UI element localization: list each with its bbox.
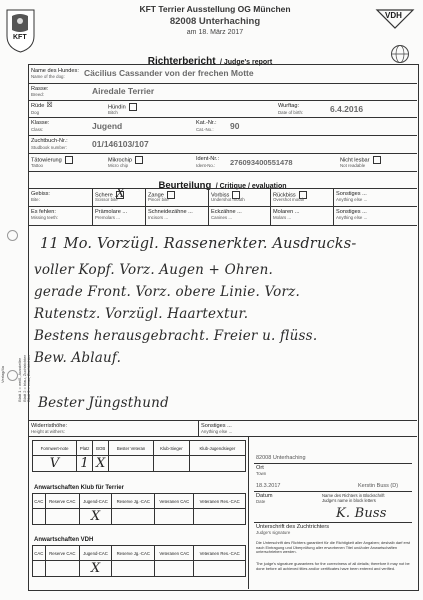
- male-checkbox[interactable]: ☒: [46, 102, 53, 109]
- class-value: Jugend: [92, 121, 123, 131]
- missing-label: Es fehlen:: [31, 209, 56, 215]
- missing-other-label: Sonstiges ...: [336, 209, 367, 215]
- vdh-cacs-header: CAC: [33, 546, 46, 561]
- vdh-cacs-value[interactable]: [155, 561, 194, 577]
- ident-sub: Ident-No.:: [196, 163, 216, 168]
- kft-logo: [4, 6, 37, 54]
- birth-label: Wurftag:: [278, 103, 300, 109]
- grading-value-formwert[interactable]: V: [33, 456, 77, 472]
- studbook-value: 01/146103/107: [92, 139, 149, 149]
- catno-sub: Cat.-No.:: [196, 127, 214, 132]
- height-other-label: Sonstiges ...: [201, 423, 232, 429]
- scissor-label: Schere: [95, 192, 113, 199]
- critique-line-1: 11 Mo. Vorzügl. Rassenerkter. Ausdrucks-: [40, 236, 357, 252]
- vdh-cacs-header: Reserve Jg.-CAC: [112, 546, 155, 561]
- judge-signature: K. Buss: [336, 506, 387, 521]
- dog-name-value: Cäcilius Cassander von der frechen Motte: [84, 68, 254, 78]
- critique-line-4: Rutenstz. Vorzügl. Haartextur.: [34, 306, 249, 322]
- breed-label: Rasse:: [31, 86, 49, 92]
- club-cacs-header: Reserve Jg.-CAC: [112, 494, 155, 509]
- vdh-cacs-header: Jugend-CAC: [79, 546, 111, 561]
- vdh-logo: [374, 8, 416, 30]
- grading-value-platz[interactable]: 1: [77, 456, 93, 472]
- breed-value: Airedale Terrier: [92, 86, 155, 96]
- female-label: Hündin: [108, 104, 126, 111]
- tattoo-checkbox[interactable]: [65, 156, 73, 164]
- vdh-cacs-header: Veteranen Res.-CAC: [194, 546, 246, 561]
- bite-other-sub: Anything else ...: [336, 197, 368, 202]
- signature-sub: Judge's signature: [256, 530, 291, 535]
- disclaimer-de: Die Unterschrift des Richters garantiert für die Richtigkeit aller Angaben; deshalb darf erst nach Eintragung und Überprüfung aller erworbenen Titel und/oder Anwartschaften unterschrieben werden.: [256, 540, 410, 555]
- report-title-en: / Judge's report: [220, 59, 273, 66]
- undershot-sub: Undershot mouth: [211, 197, 245, 202]
- club-cacs-value[interactable]: [45, 509, 79, 525]
- tattoo-sub: Tattoo: [31, 163, 43, 168]
- critique-remark: Bester Jüngsthund: [38, 395, 169, 411]
- birth-sub: Date of birth:: [278, 110, 304, 115]
- notread-sub: Not readable: [340, 163, 366, 168]
- male-sub: Dog: [31, 110, 40, 115]
- female-checkbox[interactable]: [129, 103, 137, 111]
- vdh-cacs-value[interactable]: [33, 561, 46, 577]
- grading-header: BOB: [93, 441, 109, 456]
- scissor-sub: Scissor bite: [95, 197, 118, 202]
- club-cacs-header: Reserve CAC: [45, 494, 79, 509]
- vdh-cacs-value[interactable]: [45, 561, 79, 577]
- disclaimer-en: The judge's signature guarantees for the correctness of all details; therefore it may not be done before all achieved titles and/or certificates have been entered and verified.: [256, 561, 410, 571]
- chip-sub: Micro chip: [108, 163, 129, 168]
- grading-value-bob[interactable]: X: [93, 456, 109, 472]
- premolar-sub: Premolars ...: [95, 215, 120, 220]
- signature-label: Unterschrift des Zuchtrichters: [256, 524, 330, 530]
- club-cacs-header: Jugend-CAC: [79, 494, 111, 509]
- judge-name-sub: Judge's name in block letters: [322, 498, 376, 503]
- club-cacs-value[interactable]: [112, 509, 155, 525]
- club-cacs-header: Veteranen Res.-CAC: [194, 494, 246, 509]
- punch-hole: [7, 370, 18, 381]
- premolar-label: Prämolare ...: [95, 209, 128, 215]
- incisor-sub: Incisors ...: [148, 215, 169, 220]
- copies-note: [18, 272, 32, 402]
- location-title: 82008 Unterhaching: [169, 16, 261, 27]
- grading-header: Platz: [77, 441, 93, 456]
- bite-other-label: Sonstiges ...: [336, 191, 367, 197]
- logo-text: KFT: [13, 34, 27, 41]
- date-label: Datum: [256, 493, 273, 499]
- ident-label: Ident-Nr.:: [196, 156, 220, 162]
- date-title: am 18. März 2017: [186, 29, 244, 36]
- fci-logo: [390, 44, 410, 64]
- grading-header: Klub-Sieger: [154, 441, 190, 456]
- class-label: Klasse:: [31, 120, 50, 126]
- dog-name-label: Name des Hundes:: [31, 68, 79, 74]
- pincer-label: Zange: [148, 192, 164, 199]
- report-title: Richterbericht: [147, 56, 216, 67]
- overshot-label: Rückbiss: [273, 192, 296, 199]
- vdh-cacs-table: [32, 545, 246, 577]
- date-sub: Date: [256, 499, 266, 504]
- height-label: Widerristhöhe:: [31, 423, 68, 429]
- missing-other-sub: Anything else ...: [336, 215, 368, 220]
- molar-label: Molaren ...: [273, 209, 300, 215]
- vdh-cacs-title: Anwartschaften VDH: [34, 537, 94, 543]
- place-label: Ort: [256, 465, 264, 471]
- critique-line-2: voller Kopf. Vorz. Augen + Ohren.: [34, 262, 273, 278]
- undershot-label: Vorbiss: [211, 192, 230, 199]
- missing-sub: Missing teeth:: [31, 215, 59, 220]
- catno-value: 90: [230, 121, 240, 131]
- studbook-label: Zuchtbuch-Nr.:: [31, 138, 68, 144]
- copies-line: Blatt 2 = blau, Zuchtrichter: [21, 355, 27, 402]
- height-sub: Height at withers:: [31, 429, 65, 434]
- chip-checkbox[interactable]: [135, 156, 143, 164]
- event-title: KFT Terrier Ausstellung OG München: [139, 4, 291, 14]
- dog-name-sub: Name of the dog:: [31, 74, 65, 79]
- notread-checkbox[interactable]: [373, 156, 381, 164]
- club-cacs-title: Anwartschaften Klub für Terrier: [34, 485, 124, 491]
- place-sub: Town: [256, 471, 267, 476]
- breed-sub: Breed:: [31, 92, 44, 97]
- place-value: 82008 Unterhaching: [256, 455, 306, 461]
- female-sub: Bitch: [108, 110, 118, 115]
- globe-icon: [390, 44, 410, 64]
- studbook-sub: Studbook number:: [31, 145, 67, 150]
- grading-table: [32, 440, 246, 472]
- catno-label: Kat.-Nr.:: [196, 120, 217, 126]
- club-cacs-value-jugend[interactable]: X: [79, 509, 111, 525]
- vdh-cacs-value[interactable]: [194, 561, 246, 577]
- evaluation-title: Beurteilung: [158, 180, 212, 191]
- canine-label: Eckzähne ...: [211, 209, 242, 215]
- pincer-sub: Pincer bite: [148, 197, 169, 202]
- club-cacs-header: Veteranen CAC: [155, 494, 194, 509]
- critique-line-5: Bestens herausgebracht. Freier u. flüss.: [34, 328, 318, 344]
- vdh-cacs-value-jugend[interactable]: X: [79, 561, 111, 577]
- vdh-text: VDH: [385, 11, 402, 20]
- birth-value: 6.4.2016: [330, 104, 364, 114]
- critique-line-6: Bew. Ablauf.: [34, 350, 122, 366]
- club-cacs-value[interactable]: [155, 509, 194, 525]
- grading-header: Bester Veteran: [109, 441, 154, 456]
- vdh-cacs-header: Veteranen CAC: [155, 546, 194, 561]
- incisor-label: Schneidezähne ...: [148, 209, 193, 215]
- copies-line: Blatt 1 = weiß, Aussteller: [17, 357, 23, 402]
- publisher-note: Verlag/4a: [0, 366, 5, 383]
- club-cacs-header: CAC: [33, 494, 46, 509]
- evaluation-title-en: / Critique / evaluation: [215, 183, 287, 190]
- copies-line: Blatt 3 = rosa, Zuchtrichter: [26, 354, 32, 402]
- overshot-sub: Overshot mouth: [273, 197, 305, 202]
- club-cacs-value[interactable]: [194, 509, 246, 525]
- vdh-cacs-header: Reserve CAC: [45, 546, 79, 561]
- bite-label: Gebiss:: [31, 191, 50, 197]
- height-other-sub: Anything else ...: [201, 429, 233, 434]
- molar-sub: Molars ...: [273, 215, 292, 220]
- grading-value-klubsieger[interactable]: [154, 456, 190, 472]
- grading-header: Klub-Jugendsieger: [189, 441, 245, 456]
- judge-name-label: Name des Richters in Blockschrift: [322, 493, 385, 498]
- notread-label: Nicht lesbar: [340, 157, 370, 164]
- canine-sub: Canines ...: [211, 215, 232, 220]
- grading-value-veteran[interactable]: [109, 456, 154, 472]
- grading-header: Formwert-note: [33, 441, 77, 456]
- tattoo-label: Tätowierung: [31, 157, 62, 164]
- scissor-x-mark: X: [116, 186, 125, 200]
- date-value: 18.3.2017: [256, 483, 281, 489]
- male-label: Rüde: [31, 103, 45, 109]
- vdh-cacs-value[interactable]: [112, 561, 155, 577]
- critique-line-3: gerade Front. Vorz. obere Linie. Vorz.: [34, 284, 300, 300]
- ident-value: 276093400551478: [230, 158, 293, 167]
- bite-sub: Bite:: [31, 197, 40, 202]
- club-cacs-value[interactable]: [33, 509, 46, 525]
- kft-logo-icon: [4, 6, 37, 54]
- judge-name-value: Kerstin Buss (D): [358, 483, 399, 489]
- club-cacs-table: [32, 493, 246, 525]
- chip-label: Mikrochip: [108, 157, 132, 164]
- class-sub: Class:: [31, 127, 44, 132]
- grading-value-klubjugend[interactable]: [189, 456, 245, 472]
- punch-hole: [7, 230, 18, 241]
